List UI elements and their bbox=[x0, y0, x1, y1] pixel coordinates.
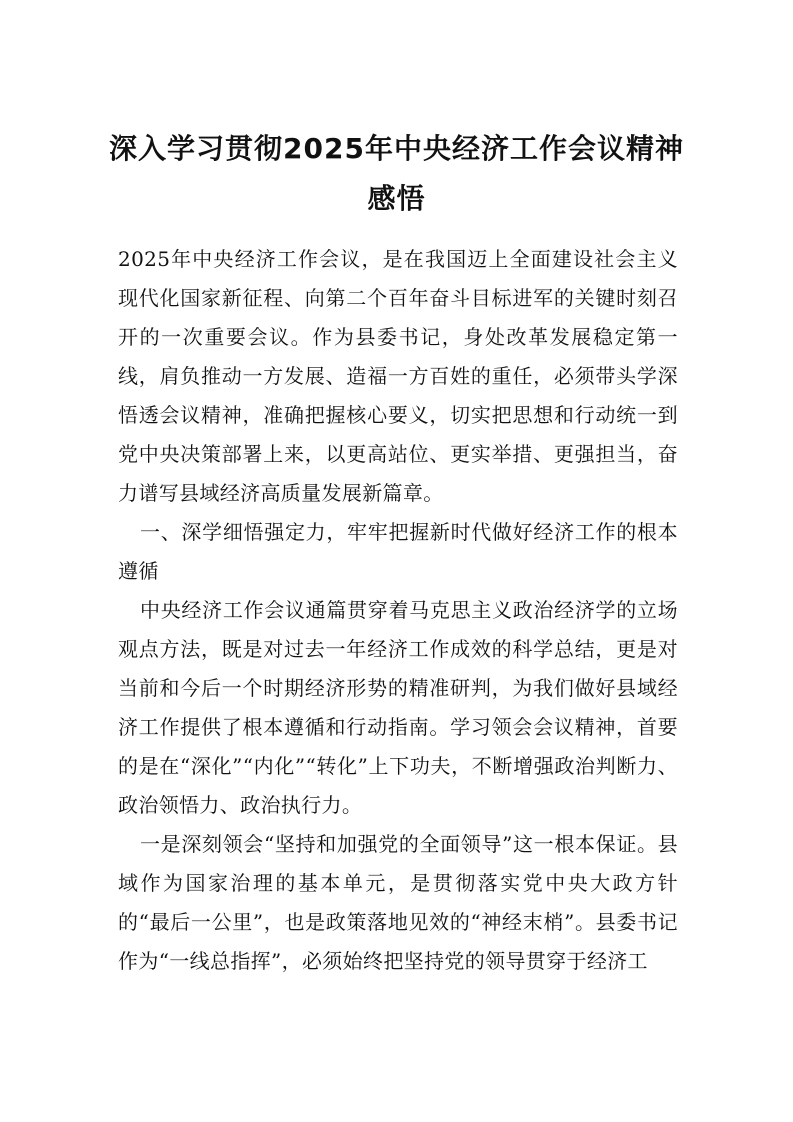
document-body bbox=[118, 240, 678, 981]
body-paragraph: 中央经济工作会议通篇贯穿着马克思主义政治经济学的立场观点方法，既是对过去一年经济工作成效的科学总结，更是对当前和今后一个时期经济形势的精准研判，为我们做好县域经济工作提供了根本遵循和行动指南。学习领会会议精神，首要的是在“深化”“内化”“转化”上下功夫，不断增强政治判断力、政治领悟力、政治执行力。 bbox=[118, 598, 678, 817]
document-title: 深入学习贯彻2025年中央经济工作会议精神感悟 bbox=[109, 132, 684, 215]
intro-paragraph: 2025年中央经济工作会议，是在我国迈上全面建设社会主义现代化国家新征程、向第二个百年奋斗目标进军的关键时刻召开的一次重要会议。作为县委书记，身处改革发展稳定第一线，肩负推动一方发展、造福一方百姓的重任，必须带头学深悟透会议精神，准确把握核心要义，切实把思想和行动统一到党中央决策部署上来，以更高站位、更实举措、更强担当，奋力谱写县域经济高质量发展新篇章。 bbox=[118, 247, 678, 505]
section-heading-1: 一、深学细悟强定力，牢牢把握新时代做好经济工作的根本遵循 bbox=[118, 520, 678, 583]
body-paragraph: 一是深刻领会“坚持和加强党的全面领导”这一根本保证。县域作为国家治理的基本单元，是贯彻落实党中央大政方针的“最后一公里”，也是政策落地见效的“神经末梢”。县委书记作为“一线总指挥”，必须始终把坚持党的领导贯穿于经济工 bbox=[118, 832, 678, 973]
